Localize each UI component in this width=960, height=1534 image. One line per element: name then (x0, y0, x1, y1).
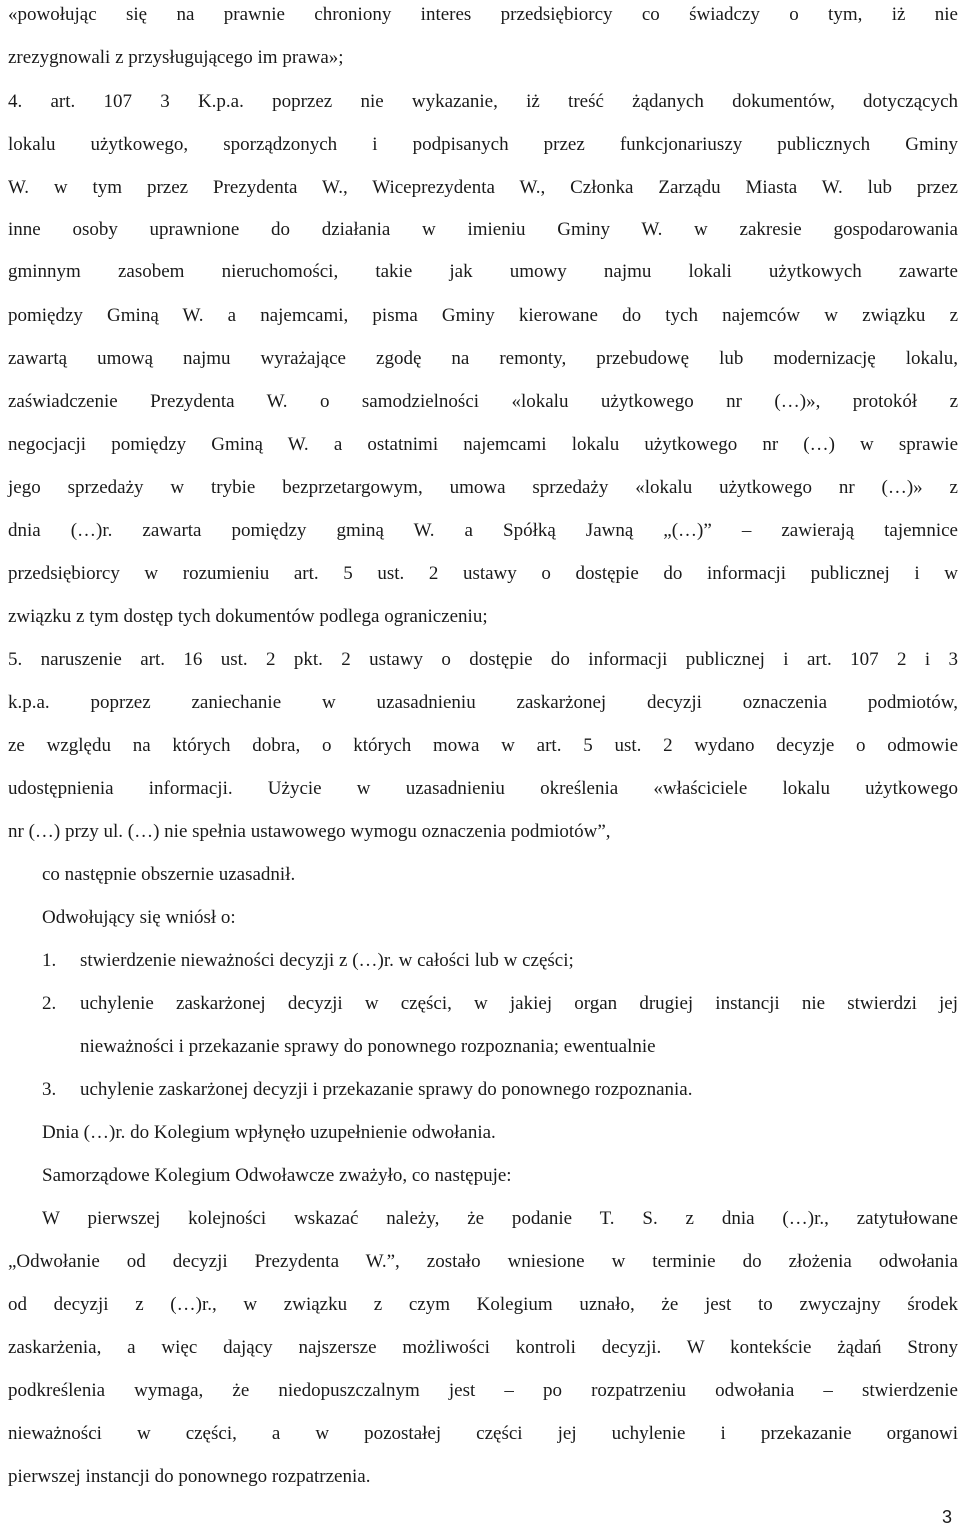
text-line: „Odwołanie od decyzji Prezydenta W.”, zostało wniesione w terminie do złożenia odwołania (8, 1251, 958, 1272)
text-line: lokalu użytkowego, sporządzonych i podpisanych przez funkcjonariuszy publicznych Gminy (8, 134, 958, 155)
list-item-continuation: nieważności i przekazanie sprawy do ponownego rozpoznania; ewentualnie (80, 1036, 656, 1057)
list-number: 3. (42, 1079, 57, 1100)
text-line: od decyzji z (…)r., w związku z czym Kolegium uznało, że jest to zwyczajny środek (8, 1294, 958, 1315)
text-line: udostępnienia informacji. Użycie w uzasadnieniu określenia «właściciele lokalu użytkowego (8, 778, 958, 799)
text-line: inne osoby uprawnione do działania w imieniu Gminy W. w zakresie gospodarowania (8, 219, 958, 240)
text-line: pierwszej instancji do ponownego rozpatrzenia. (8, 1466, 371, 1487)
text-line: gminnym zasobem nieruchomości, takie jak umowy najmu lokali użytkowych zawarte (8, 261, 958, 282)
text-line: nr (…) przy ul. (…) nie spełnia ustawowego wymogu oznaczenia podmiotów”, (8, 821, 611, 842)
text-line: k.p.a. poprzez zaniechanie w uzasadnieniu zaskarżonej decyzji oznaczenia podmiotów, (8, 692, 958, 713)
text-line: W. w tym przez Prezydenta W., Wiceprezydenta W., Członka Zarządu Miasta W. lub przez (8, 177, 958, 198)
text-line: nieważności w części, a w pozostałej części jej uchylenie i przekazanie organowi (8, 1423, 958, 1444)
text-line: związku z tym dostęp tych dokumentów podlega ograniczeniu; (8, 606, 488, 627)
list-item: uchylenie zaskarżonej decyzji w części, w jakiej organ drugiej instancji nie stwierdzi jej (80, 993, 958, 1014)
text-line: pomiędzy Gminą W. a najemcami, pisma Gminy kierowane do tych najemców w związku z (8, 305, 958, 326)
list-number: 1. (42, 950, 57, 971)
list-number: 2. (42, 993, 57, 1014)
text-line: negocjacji pomiędzy Gminą W. a ostatnimi najemcami lokalu użytkowego nr (…) w sprawie (8, 434, 958, 455)
text-line: Samorządowe Kolegium Odwoławcze zważyło, co następuje: (42, 1165, 512, 1186)
text-line: 5. naruszenie art. 16 ust. 2 pkt. 2 ustawy o dostępie do informacji publicznej i art. 107 2 i 3 (8, 649, 958, 670)
text-line: zaświadczenie Prezydenta W. o samodzielności «lokalu użytkowego nr (…)», protokół z (8, 391, 958, 412)
text-line: jego sprzedaży w trybie bezprzetargowym, umowa sprzedaży «lokalu użytkowego nr (…)» z (8, 477, 958, 498)
text-line: Odwołujący się wniósł o: (42, 907, 236, 928)
text-line: zawartą umową najmu wyrażające zgodę na remonty, przebudowę lub modernizację lokalu, (8, 348, 958, 369)
text-line: co następnie obszernie uzasadnił. (42, 864, 296, 885)
text-line: podkreślenia wymaga, że niedopuszczalnym jest – po rozpatrzeniu odwołania – stwierdzenie (8, 1380, 958, 1401)
text-line: dnia (…)r. zawarta pomiędzy gminą W. a Spółką Jawną „(…)” – zawierają tajemnice (8, 520, 958, 541)
text-line: 4. art. 107 3 K.p.a. poprzez nie wykazanie, iż treść żądanych dokumentów, dotyczących (8, 91, 958, 112)
list-item: uchylenie zaskarżonej decyzji i przekazanie sprawy do ponownego rozpoznania. (80, 1079, 693, 1100)
text-line: przedsiębiorcy w rozumieniu art. 5 ust. 2 ustawy o dostępie do informacji publicznej i w (8, 563, 958, 584)
text-line: Dnia (…)r. do Kolegium wpłynęło uzupełnienie odwołania. (42, 1122, 496, 1143)
list-item: stwierdzenie nieważności decyzji z (…)r. w całości lub w części; (80, 950, 574, 971)
text-line: zaskarżenia, a więc dający najszersze możliwości kontroli decyzji. W kontekście żądań Strony (8, 1337, 958, 1358)
text-line: zrezygnowali z przysługującego im prawa»; (8, 47, 344, 68)
text-line: ze względu na których dobra, o których mowa w art. 5 ust. 2 wydano decyzje o odmowie (8, 735, 958, 756)
text-line: W pierwszej kolejności wskazać należy, że podanie T. S. z dnia (…)r., zatytułowane (42, 1208, 958, 1229)
text-line: «powołując się na prawnie chroniony interes przedsiębiorcy co świadczy o tym, iż nie (8, 4, 958, 25)
page-number: 3 (941, 1507, 952, 1527)
